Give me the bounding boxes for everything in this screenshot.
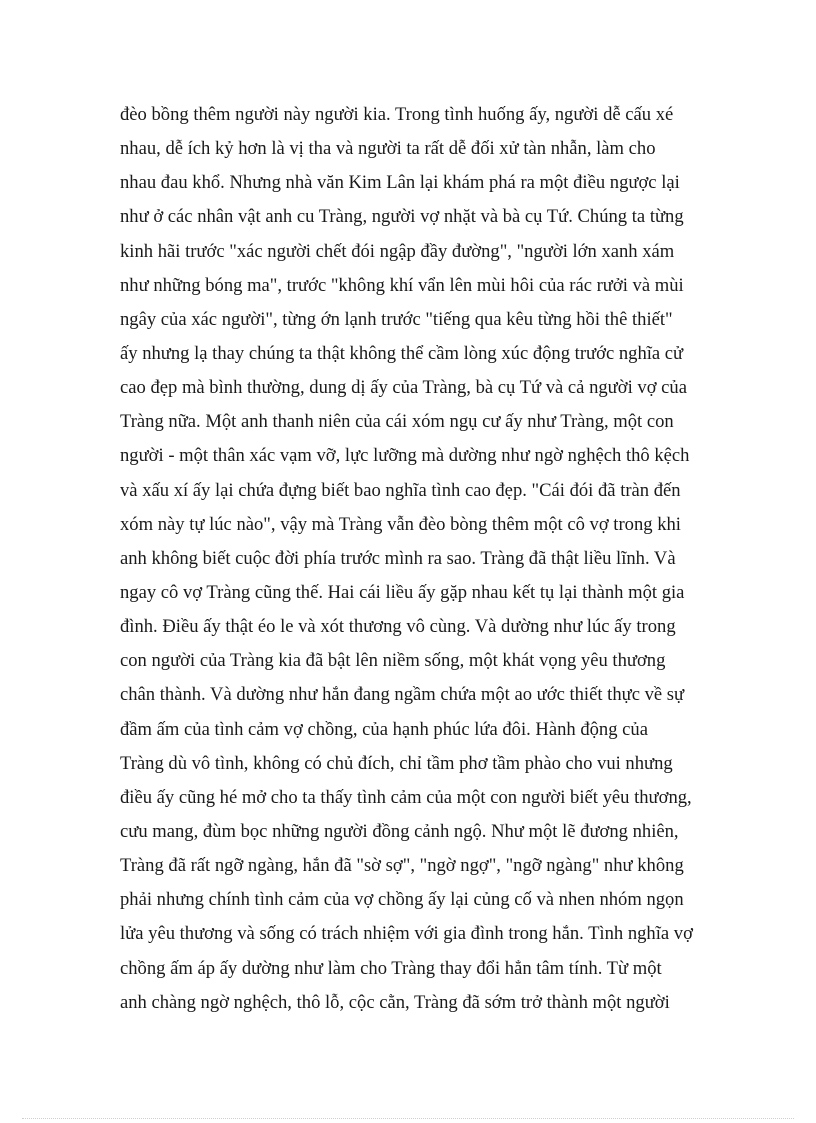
text-line: phải nhưng chính tình cảm của vợ chồng ấy lại củng cố và nhen nhóm ngọn <box>120 889 684 911</box>
text-line: kinh hãi trước "xác người chết đói ngập đầy đường", "người lớn xanh xám <box>120 240 675 262</box>
text-line: anh chàng ngờ nghệch, thô lỗ, cộc cằn, Tràng đã sớm trở thành một người <box>120 991 670 1013</box>
text-line: nhau đau khổ. Nhưng nhà văn Kim Lân lại khám phá ra một điều ngược lại <box>120 172 680 194</box>
page-bottom-divider <box>22 1118 794 1119</box>
text-line: điều ấy cũng hé mở cho ta thấy tình cảm của một con người biết yêu thương, <box>120 786 692 808</box>
text-line: cưu mang, đùm bọc những người đồng cảnh ngộ. Như một lẽ đương nhiên, <box>120 820 679 842</box>
text-line: ngây của xác người", từng ớn lạnh trước "tiếng qua kêu từng hồi thê thiết" <box>120 308 673 330</box>
body-text <box>120 98 700 1020</box>
text-line: chồng ấm áp ấy dường như làm cho Tràng thay đổi hẳn tâm tính. Từ một <box>120 957 662 979</box>
text-line: Tràng nữa. Một anh thanh niên của cái xóm ngụ cư ấy như Tràng, một con <box>120 411 674 433</box>
text-line: ấy nhưng lạ thay chúng ta thật không thể cầm lòng xúc động trước nghĩa cử <box>120 342 684 364</box>
text-line: lửa yêu thương và sống có trách nhiệm với gia đình trong hắn. Tình nghĩa vợ <box>120 923 693 945</box>
text-line: đèo bồng thêm người này người kia. Trong tình huống ấy, người dễ cấu xé <box>120 104 674 125</box>
text-line: đầm ấm của tình cảm vợ chồng, của hạnh phúc lứa đôi. Hành động của <box>120 718 648 740</box>
text-line: người - một thân xác vạm vỡ, lực lưỡng mà dường như ngờ nghệch thô kệch <box>120 445 690 467</box>
text-line: xóm này tự lúc nào", vậy mà Tràng vẫn đèo bòng thêm một cô vợ trong khi <box>120 513 681 535</box>
text-line: Tràng dù vô tình, không có chủ đích, chỉ tầm phơ tầm phào cho vui nhưng <box>120 752 673 774</box>
text-line: con người của Tràng kia đã bật lên niềm sống, một khát vọng yêu thương <box>120 650 666 672</box>
text-line: đình. Điều ấy thật éo le và xót thương vô cùng. Và dường như lúc ấy trong <box>120 616 676 638</box>
text-line: như những bóng ma", trước "không khí vẩn lên mùi hôi của rác rưởi và mùi <box>120 274 684 296</box>
text-line: anh không biết cuộc đời phía trước mình ra sao. Tràng đã thật liều lĩnh. Và <box>120 547 676 569</box>
text-line: cao đẹp mà bình thường, dung dị ấy của Tràng, bà cụ Tứ và cả người vợ của <box>120 377 687 399</box>
text-line: như ở các nhân vật anh cu Tràng, người vợ nhặt và bà cụ Tứ. Chúng ta từng <box>120 206 684 228</box>
text-line: nhau, dễ ích kỷ hơn là vị tha và người ta rất dễ đối xử tàn nhẫn, làm cho <box>120 138 656 160</box>
text-line: Tràng đã rất ngỡ ngàng, hắn đã "sờ sợ", "ngờ ngợ", "ngỡ ngàng" như không <box>120 855 684 877</box>
text-line: và xấu xí ấy lại chứa đựng biết bao nghĩa tình cao đẹp. "Cái đói đã tràn đến <box>120 479 681 501</box>
text-line: ngay cô vợ Tràng cũng thế. Hai cái liều ấy gặp nhau kết tụ lại thành một gia <box>120 581 685 603</box>
text-line: chân thành. Và dường như hắn đang ngầm chứa một ao ước thiết thực về sự <box>120 684 685 706</box>
